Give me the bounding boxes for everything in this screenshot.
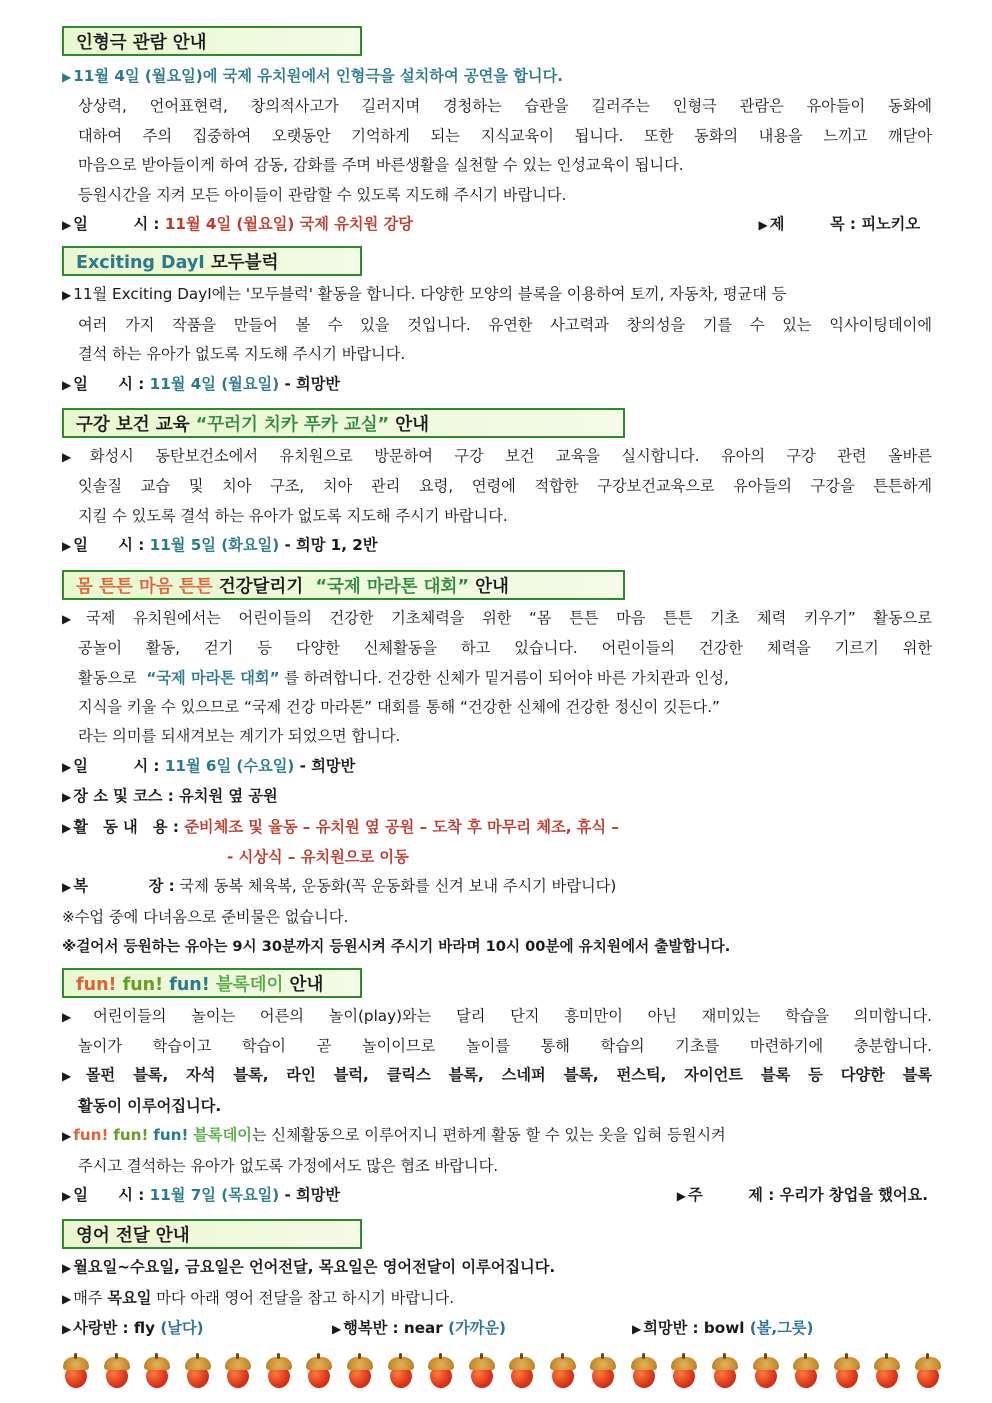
bullet-marker: ▶ [62, 611, 84, 626]
info-value: 11월 7일 (목요일) [149, 1186, 280, 1204]
heading-text: 건강달리기 [218, 576, 304, 597]
acorn-icon [670, 1357, 698, 1389]
acorn-icon [62, 1357, 90, 1389]
puppet-info-row [62, 210, 932, 240]
paragraph-line: 결석 하는 유아가 없도록 지도해 주시기 바랍니다. [78, 345, 406, 364]
info-value: 준비체조 및 율동 – 유치원 옆 공원 – 도착 후 마무리 체조, 휴식 – [184, 817, 619, 836]
class-label: 사랑반 : [73, 1319, 129, 1338]
paragraph-line: 주시고 결석하는 유아가 없도록 가정에서도 많은 협조 바랍니다. [78, 1156, 499, 1175]
bullet-marker: ▶ [62, 1291, 72, 1306]
acorn-border [62, 1356, 942, 1390]
block-info-row [62, 1181, 932, 1211]
block-p1 [62, 1002, 932, 1032]
acorn-icon [711, 1357, 739, 1389]
word-meaning: (볼,그릇) [749, 1319, 814, 1338]
paragraph-line: 지식을 키울 수 있으므로 “국제 건강 마라톤” 대회를 통해 “건강한 신체에 건강한 정신이 깃든다.” [78, 697, 720, 716]
paragraph-line: 등원시간을 지켜 모든 아이들이 관람할 수 있도록 지도해 주시기 바랍니다. [78, 185, 567, 204]
info-value: 국제 동복 체육복, 운동화(꼭 운동화를 신겨 보내 주시기 바랍니다) [179, 877, 617, 896]
puppet-when [62, 210, 413, 240]
paragraph-text: 어린이들의 놀이는 어른의 놀이(play)와는 달리 단지 흥미만이 아닌 재미있는 학습을 의미합니다. [93, 1006, 932, 1025]
paragraph-bold: 목요일 [107, 1288, 152, 1307]
heading-text: 안내 [395, 415, 430, 436]
bullet-marker: ▶ [62, 218, 72, 233]
info-label: 장 소 및 코스 : [73, 787, 174, 806]
info-label: 일 시 : [73, 536, 145, 555]
info-class: - 희망반 [284, 1186, 341, 1204]
bullet-marker: ▶ [62, 1069, 84, 1084]
oral-p1 [62, 442, 932, 472]
note-line-bold: ※걸어서 등원하는 유아는 9시 30분까지 등원시켜 주시기 바라며 10시 00분에 유치원에서 출발합니다. [62, 938, 731, 956]
english-word-sarang [62, 1314, 332, 1344]
heading-highlight: “꾸러기 치카 푸카 교실” [195, 415, 390, 436]
fun-word: fun! [153, 1126, 189, 1145]
paragraph-text: 매주 [73, 1288, 103, 1307]
heading-text-ko: 모두블럭 [210, 253, 279, 274]
acorn-icon [752, 1357, 780, 1389]
paragraph-highlight: 블록데이 [193, 1126, 252, 1145]
bullet-marker: ▶ [62, 288, 72, 303]
info-label: 일 시 : [73, 1186, 145, 1204]
acorn-icon [427, 1357, 455, 1389]
section-heading-puppet-show [62, 26, 362, 56]
info-class: - 희망반 [284, 374, 341, 393]
section-heading-marathon [62, 570, 625, 600]
info-label: 복 장 : [73, 877, 175, 896]
paragraph-highlight: “국제 마라톤 대회” [146, 668, 280, 687]
exciting-when [62, 370, 932, 400]
bullet-marker: ▶ [62, 70, 72, 84]
fun-word: fun! [122, 974, 164, 995]
puppet-title [759, 210, 921, 240]
info-label: 주 제 : [688, 1186, 775, 1204]
acorn-icon [468, 1357, 496, 1389]
fun-word: fun! [169, 974, 210, 995]
exciting-p1 [62, 280, 932, 310]
paragraph-line: 활동이 이루어집니다. [78, 1096, 222, 1115]
word-meaning: (날다) [160, 1319, 204, 1338]
class-label: 행복반 : [343, 1319, 399, 1338]
bullet-marker: ▶ [62, 377, 72, 392]
acorn-icon [508, 1357, 536, 1389]
english-word-haengbok [332, 1314, 632, 1344]
acorn-icon [873, 1357, 901, 1389]
paragraph-line: 상상력, 언어표현력, 창의적사고가 길러지며 경청하는 습관을 길러주는 인형극 관람은 유아들이 동화에 [78, 97, 932, 116]
english-word: fly [133, 1319, 156, 1338]
acorn-icon [305, 1357, 333, 1389]
bullet-marker: ▶ [62, 1009, 92, 1024]
acorn-icon [224, 1357, 252, 1389]
acorn-icon [265, 1357, 293, 1389]
heading-colored-text: 몸 튼튼 마음 튼튼 [76, 576, 213, 597]
paragraph-text: 11월 Exciting DayⅠ에는 '모두블럭' 활동을 합니다. 다양한 모양의 블록을 이용하여 토끼, 자동차, 평균대 등 [73, 285, 787, 304]
note-line: ※수업 중에 다녀옴으로 준비물은 없습니다. [62, 907, 349, 926]
section-heading-exciting-day [62, 246, 362, 276]
section-heading-oral-health [62, 408, 625, 438]
word-meaning: (가까운) [448, 1319, 506, 1338]
bullet-marker: ▶ [632, 1322, 642, 1337]
acorn-icon [387, 1357, 415, 1389]
marathon-place [62, 782, 932, 812]
block-p3 [62, 1061, 932, 1091]
bullet-marker: ▶ [332, 1322, 342, 1337]
marathon-dress [62, 872, 932, 902]
acorn-icon [184, 1357, 212, 1389]
activity-continuation: - 시상식 – 유치원으로 이동 [227, 847, 409, 866]
info-class: - 희망반 [299, 756, 356, 775]
bullet-marker: ▶ [62, 820, 72, 835]
paragraph-line: 놀이가 학습이고 학습이 곧 놀이이므로 놀이를 통해 학습의 기초를 마련하기에 충분합니다. [78, 1036, 932, 1055]
english-p1 [62, 1253, 932, 1283]
bullet-marker: ▶ [62, 1322, 72, 1337]
heading-text: 구강 보건 교육 [76, 415, 190, 436]
paragraph-line: 여러 가지 작품을 만들어 볼 수 있을 것입니다. 유연한 사고력과 창의성을 기를 수 있는 익사이팅데이에 [78, 315, 932, 334]
oral-when [62, 531, 932, 561]
bullet-marker: ▶ [62, 1261, 72, 1276]
marathon-activity [62, 813, 932, 843]
english-word: near [403, 1319, 443, 1338]
paragraph-text: 국제 유치원에서는 어린이들의 건강한 기초체력을 위한 “몸 튼튼 마음 튼튼 기초 체력 키우기” 활동으로 [86, 608, 932, 627]
bullet-marker: ▶ [62, 1189, 72, 1203]
class-label: 희망반 : [643, 1319, 699, 1338]
paragraph-line: 대하여 주의 집중하여 오랫동안 기억하게 되는 지식교육이 됩니다. 또한 동화의 내용을 느끼고 깨닫아 [78, 126, 932, 145]
fun-word: fun! [76, 974, 117, 995]
bullet-marker: ▶ [62, 450, 88, 465]
paragraph-text: 는 신체활동으로 이루어지니 편하게 활동 할 수 있는 옷을 입혀 등원시켜 [251, 1126, 726, 1145]
acorn-icon [103, 1357, 131, 1389]
bullet-marker: ▶ [62, 880, 72, 895]
english-p2 [62, 1284, 932, 1314]
info-value: 11월 4일 (월요일) [149, 374, 280, 393]
heading-highlight: 블록데이 [215, 974, 284, 995]
paragraph-text: 화성시 동탄보건소에서 유치원으로 방문하여 구강 보건 교육을 실시합니다. 유아의 구강 관련 올바른 [89, 447, 932, 466]
block-theme [677, 1181, 928, 1211]
paragraph-line: 잇솔질 교습 및 치아 구조, 치아 관리 요령, 연령에 적합한 구강보건교육으로 유아들의 구강을 튼튼하게 [78, 477, 932, 496]
acorn-icon [346, 1357, 374, 1389]
info-value: 11월 6일 (수요일) [164, 756, 295, 775]
bullet-marker: ▶ [62, 1129, 72, 1144]
paragraph-text: 몰펀 블록, 자석 블록, 라인 블럭, 클릭스 블록, 스네퍼 블록, 펀스틱, 자이언트 블록 등 다양한 블록 [85, 1066, 932, 1085]
acorn-icon [143, 1357, 171, 1389]
marathon-p1 [62, 604, 932, 634]
acorn-icon [833, 1357, 861, 1389]
bullet-marker: ▶ [62, 539, 72, 554]
marathon-when [62, 752, 932, 782]
newsletter-page [62, 26, 932, 1345]
block-when [62, 1181, 340, 1211]
heading-highlight: “국제 마라톤 대회” [315, 576, 469, 597]
heading-text-en: Exciting DayⅠ [76, 253, 205, 274]
info-label: 제 목 : [769, 215, 857, 234]
lead-text: 11월 4일 (월요일)에 국제 유치원에서 인형극을 설치하여 공연을 합니다. [73, 67, 564, 85]
fun-word: fun! [113, 1126, 149, 1145]
paragraph-text: 마다 아래 영어 전달을 참고 하시기 바랍니다. [156, 1288, 455, 1307]
english-word: bowl [703, 1319, 745, 1338]
acorn-icon [549, 1357, 577, 1389]
info-value: 우리가 창업을 했어요. [779, 1186, 928, 1204]
acorn-icon [589, 1357, 617, 1389]
info-label: 활 동 내 용 : [73, 817, 179, 836]
info-value: 피노키오 [861, 215, 920, 234]
heading-text: 영어 전달 안내 [76, 1226, 190, 1247]
info-value: 유치원 옆 공원 [179, 787, 278, 806]
info-label: 일 시 : [73, 756, 160, 775]
fun-word: fun! [73, 1126, 109, 1145]
paragraph-line: 지킬 수 있도록 결석 하는 유아가 없도록 지도해 주시기 바랍니다. [78, 506, 508, 525]
english-words-row [62, 1314, 932, 1344]
bullet-marker: ▶ [62, 759, 72, 774]
heading-text: 안내 [475, 576, 509, 597]
paragraph-line: 라는 의미를 되새겨보는 계기가 되었으면 합니다. [78, 727, 401, 746]
paragraph-text: 를 하려합니다. 건강한 신체가 밑거름이 되어야 바른 가치관과 인성, [284, 668, 729, 687]
english-word-huimang [632, 1314, 813, 1344]
bullet-marker: ▶ [676, 1189, 687, 1203]
info-label: 일 시 : [73, 215, 160, 234]
bullet-marker: ▶ [62, 790, 72, 805]
puppet-lead [62, 62, 932, 92]
paragraph-line: 공놀이 활동, 걷기 등 다양한 신체활동을 하고 있습니다. 어린이들의 건강한 체력을 기르기 위한 [78, 639, 932, 658]
bullet-marker: ▶ [758, 218, 768, 233]
block-p5 [62, 1121, 932, 1151]
heading-text: 안내 [289, 974, 324, 995]
info-class: - 희망 1, 2반 [284, 536, 378, 555]
info-label: 일 시 : [73, 374, 145, 393]
heading-text: 인형극 관람 안내 [76, 33, 207, 53]
acorn-icon [792, 1357, 820, 1389]
section-heading-english [62, 1219, 362, 1249]
paragraph-text: 활동으로 [78, 668, 137, 687]
info-value: 11월 5일 (화요일) [149, 536, 280, 555]
paragraph-line: 마음으로 받아들이게 하여 감동, 감화를 주며 바른생활을 실천할 수 있는 인성교육이 됩니다. [78, 156, 684, 175]
marathon-p3 [62, 664, 932, 693]
paragraph-text: 월요일~수요일, 금요일은 언어전달, 목요일은 영어전달이 이루어집니다. [73, 1258, 556, 1277]
info-value: 11월 4일 (월요일) 국제 유치원 강당 [164, 215, 413, 234]
section-heading-block-day [62, 968, 362, 998]
acorn-icon [914, 1357, 942, 1389]
acorn-icon [630, 1357, 658, 1389]
